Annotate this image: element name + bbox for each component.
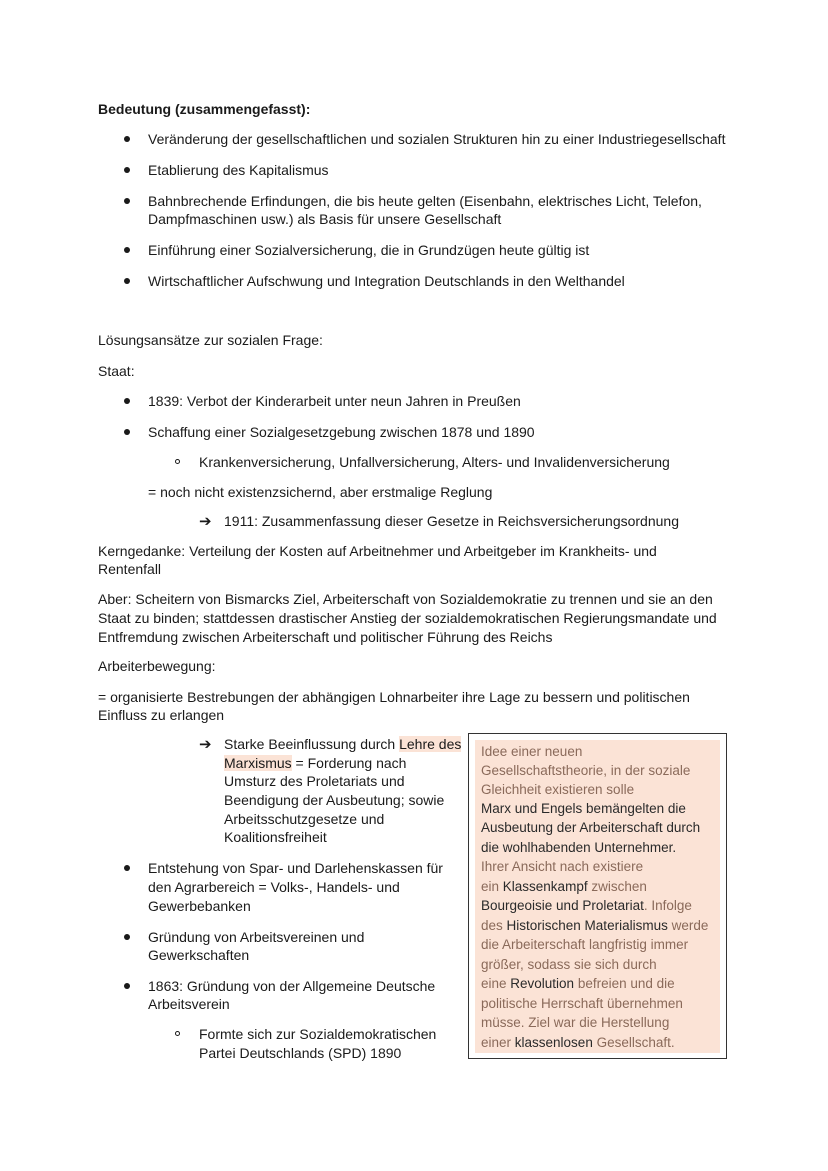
aber-line-2: Staat zu binden; stattdessen drastischer Anstieg der sozialdemokratischen Regierungsmandate und [98, 610, 717, 626]
box-line-6: die wohlhabenden Unternehmer. [481, 840, 677, 855]
law-1911: 1911: Zusammenfassung dieser Gesetze in Reichsversicherungsordnung [224, 513, 679, 529]
state-bullet-1: 1839: Verbot der Kinderarbeit unter neun Jahren in Preußen [148, 393, 521, 409]
marxism-line-4: Beendigung der Ausbeutung; sowie [224, 792, 445, 808]
circle-bullet-icon [175, 459, 180, 464]
summary-bullet-5: Wirtschaftlicher Aufschwung und Integration Deutschlands in den Welthandel [148, 273, 625, 289]
marxism-line-6: Koalitionsfreiheit [224, 829, 327, 845]
bullet-icon [124, 278, 130, 284]
marxism-highlight-2: Marxismus [224, 755, 292, 771]
unions-line-2: Gewerkschaften [148, 947, 250, 963]
box-line-8-a: ein [481, 879, 503, 894]
solutions-heading: Lösungsansätze zur sozialen Frage: [98, 332, 323, 348]
box-line-4: Marx und Engels bemängelten die [481, 801, 686, 816]
aber-line-3: Entfremdung zwischen Arbeiterschaft und politischer Führung des Reichs [98, 629, 553, 645]
box-line-10 [481, 916, 708, 935]
state-label: Staat: [98, 363, 135, 379]
box-line-16-a: einer [481, 1035, 515, 1050]
bullet-icon [124, 136, 130, 142]
movement-def-line-2: Einfluss zu erlangen [98, 707, 225, 723]
insurance-sub-item: Krankenversicherung, Unfallversicherung, Alters- und Invalidenversicherung [199, 454, 670, 470]
box-line-3: Gleichheit existieren solle [481, 782, 635, 797]
box-line-13 [481, 974, 675, 993]
spd-line-2: Partei Deutschlands (SPD) 1890 [199, 1045, 402, 1061]
marxism-info-box [468, 733, 727, 1059]
box-line-13-c: befreien und die [574, 976, 675, 991]
bullet-icon [124, 247, 130, 253]
box-line-10-a: des [481, 918, 507, 933]
bullet-icon [124, 167, 130, 173]
bullet-icon [124, 198, 130, 204]
box-line-10-c: werde [667, 918, 709, 933]
box-line-16 [481, 1033, 675, 1052]
kerngedanke-line-1: Kerngedanke: Verteilung der Kosten auf Arbeitnehmer und Arbeitgeber im Krankheits- und [98, 543, 657, 559]
box-keyword-klassenlos: klassenlosen [514, 1035, 593, 1050]
box-line-11: die Arbeiterschaft langfristig immer [481, 937, 689, 952]
summary-bullet-4: Einführung einer Sozialversicherung, die in Grundzügen heute gültig ist [148, 242, 590, 258]
arrow-right-icon: ➔ [199, 736, 212, 753]
box-line-9-b: . Infolge [643, 898, 692, 913]
box-line-14: politische Herrschaft übernehmen [481, 996, 683, 1011]
box-line-8-c: zwischen [587, 879, 647, 894]
box-keyword-materialismus: Historischen Materialismus [506, 918, 668, 933]
summary-bullet-3: Bahnbrechende Erfindungen, die bis heute gelten (Eisenbahn, elektrisches Licht, Telefon, [148, 193, 702, 209]
marxism-line-3: Umsturz des Proletariats und [224, 773, 405, 789]
bullet-icon [124, 398, 130, 404]
box-line-7: Ihrer Ansicht nach existiere [481, 859, 644, 874]
aber-line-1: Aber: Scheitern von Bismarcks Ziel, Arbeiterschaft von Sozialdemokratie zu trennen und sie an den [98, 591, 713, 607]
marxism-line-1 [224, 735, 461, 754]
movement-def-line-1: = organisierte Bestrebungen der abhängigen Lohnarbeiter ihre Lage zu bessern und politischen [98, 689, 690, 705]
marxism-highlight-1: Lehre des [399, 736, 462, 752]
marxism-line-5: Arbeitsschutzgesetze und [224, 811, 385, 827]
box-keyword-bourgeoisie: Bourgeoisie und Proletariat [481, 898, 644, 913]
box-line-1: Idee einer neuen [481, 744, 583, 759]
banks-line-2: den Agrarbereich = Volks-, Handels- und [148, 879, 400, 895]
box-line-16-c: Gesellschaft. [592, 1035, 675, 1050]
kerngedanke-line-2: Rentenfall [98, 561, 162, 577]
insurance-note: = noch nicht existenzsichernd, aber erstmalige Reglung [148, 484, 493, 500]
bullet-icon [124, 429, 130, 435]
unions-line-1: Gründung von Arbeitsvereinen und [148, 929, 365, 945]
box-keyword-revolution: Revolution [510, 976, 575, 991]
box-keyword-klassenkampf: Klassenkampf [502, 879, 588, 894]
banks-line-3: Gewerbebanken [148, 898, 251, 914]
box-line-9 [481, 896, 692, 915]
box-line-15: müsse. Ziel war die Herstellung [481, 1015, 670, 1030]
movement-heading: Arbeiterbewegung: [98, 658, 216, 674]
box-line-5: Ausbeutung der Arbeiterschaft durch [481, 820, 701, 835]
box-line-13-a: eine [481, 976, 511, 991]
arrow-right-icon: ➔ [199, 513, 212, 530]
adav-line-2: Arbeitsverein [148, 996, 230, 1012]
bullet-icon [124, 865, 130, 871]
adav-line-1: 1863: Gründung von der Allgemeine Deutsche [148, 978, 436, 994]
banks-line-1: Entstehung von Spar- und Darlehenskassen für [148, 860, 443, 876]
state-bullet-2: Schaffung einer Sozialgesetzgebung zwischen 1878 und 1890 [148, 424, 535, 440]
bullet-icon [124, 983, 130, 989]
marxism-intro: Starke Beeinflussung durch [224, 736, 400, 752]
marxism-line-2 [224, 754, 406, 773]
summary-bullet-1: Veränderung der gesellschaftlichen und sozialen Strukturen hin zu einer Industriegesellschaft [148, 131, 726, 147]
summary-heading: Bedeutung (zusammengefasst): [98, 101, 311, 117]
bullet-icon [124, 934, 130, 940]
summary-bullet-3-cont: Dampfmaschinen usw.) als Basis für unsere Gesellschaft [148, 211, 502, 227]
circle-bullet-icon [175, 1031, 180, 1036]
marxism-demand: = Forderung nach [291, 755, 407, 771]
box-line-12: größer, sodass sie sich durch [481, 957, 657, 972]
box-line-2: Gesellschaftstheorie, in der soziale [481, 763, 691, 778]
summary-bullet-2: Etablierung des Kapitalismus [148, 162, 329, 178]
box-line-8 [481, 877, 647, 896]
spd-line-1: Formte sich zur Sozialdemokratischen [199, 1026, 437, 1042]
